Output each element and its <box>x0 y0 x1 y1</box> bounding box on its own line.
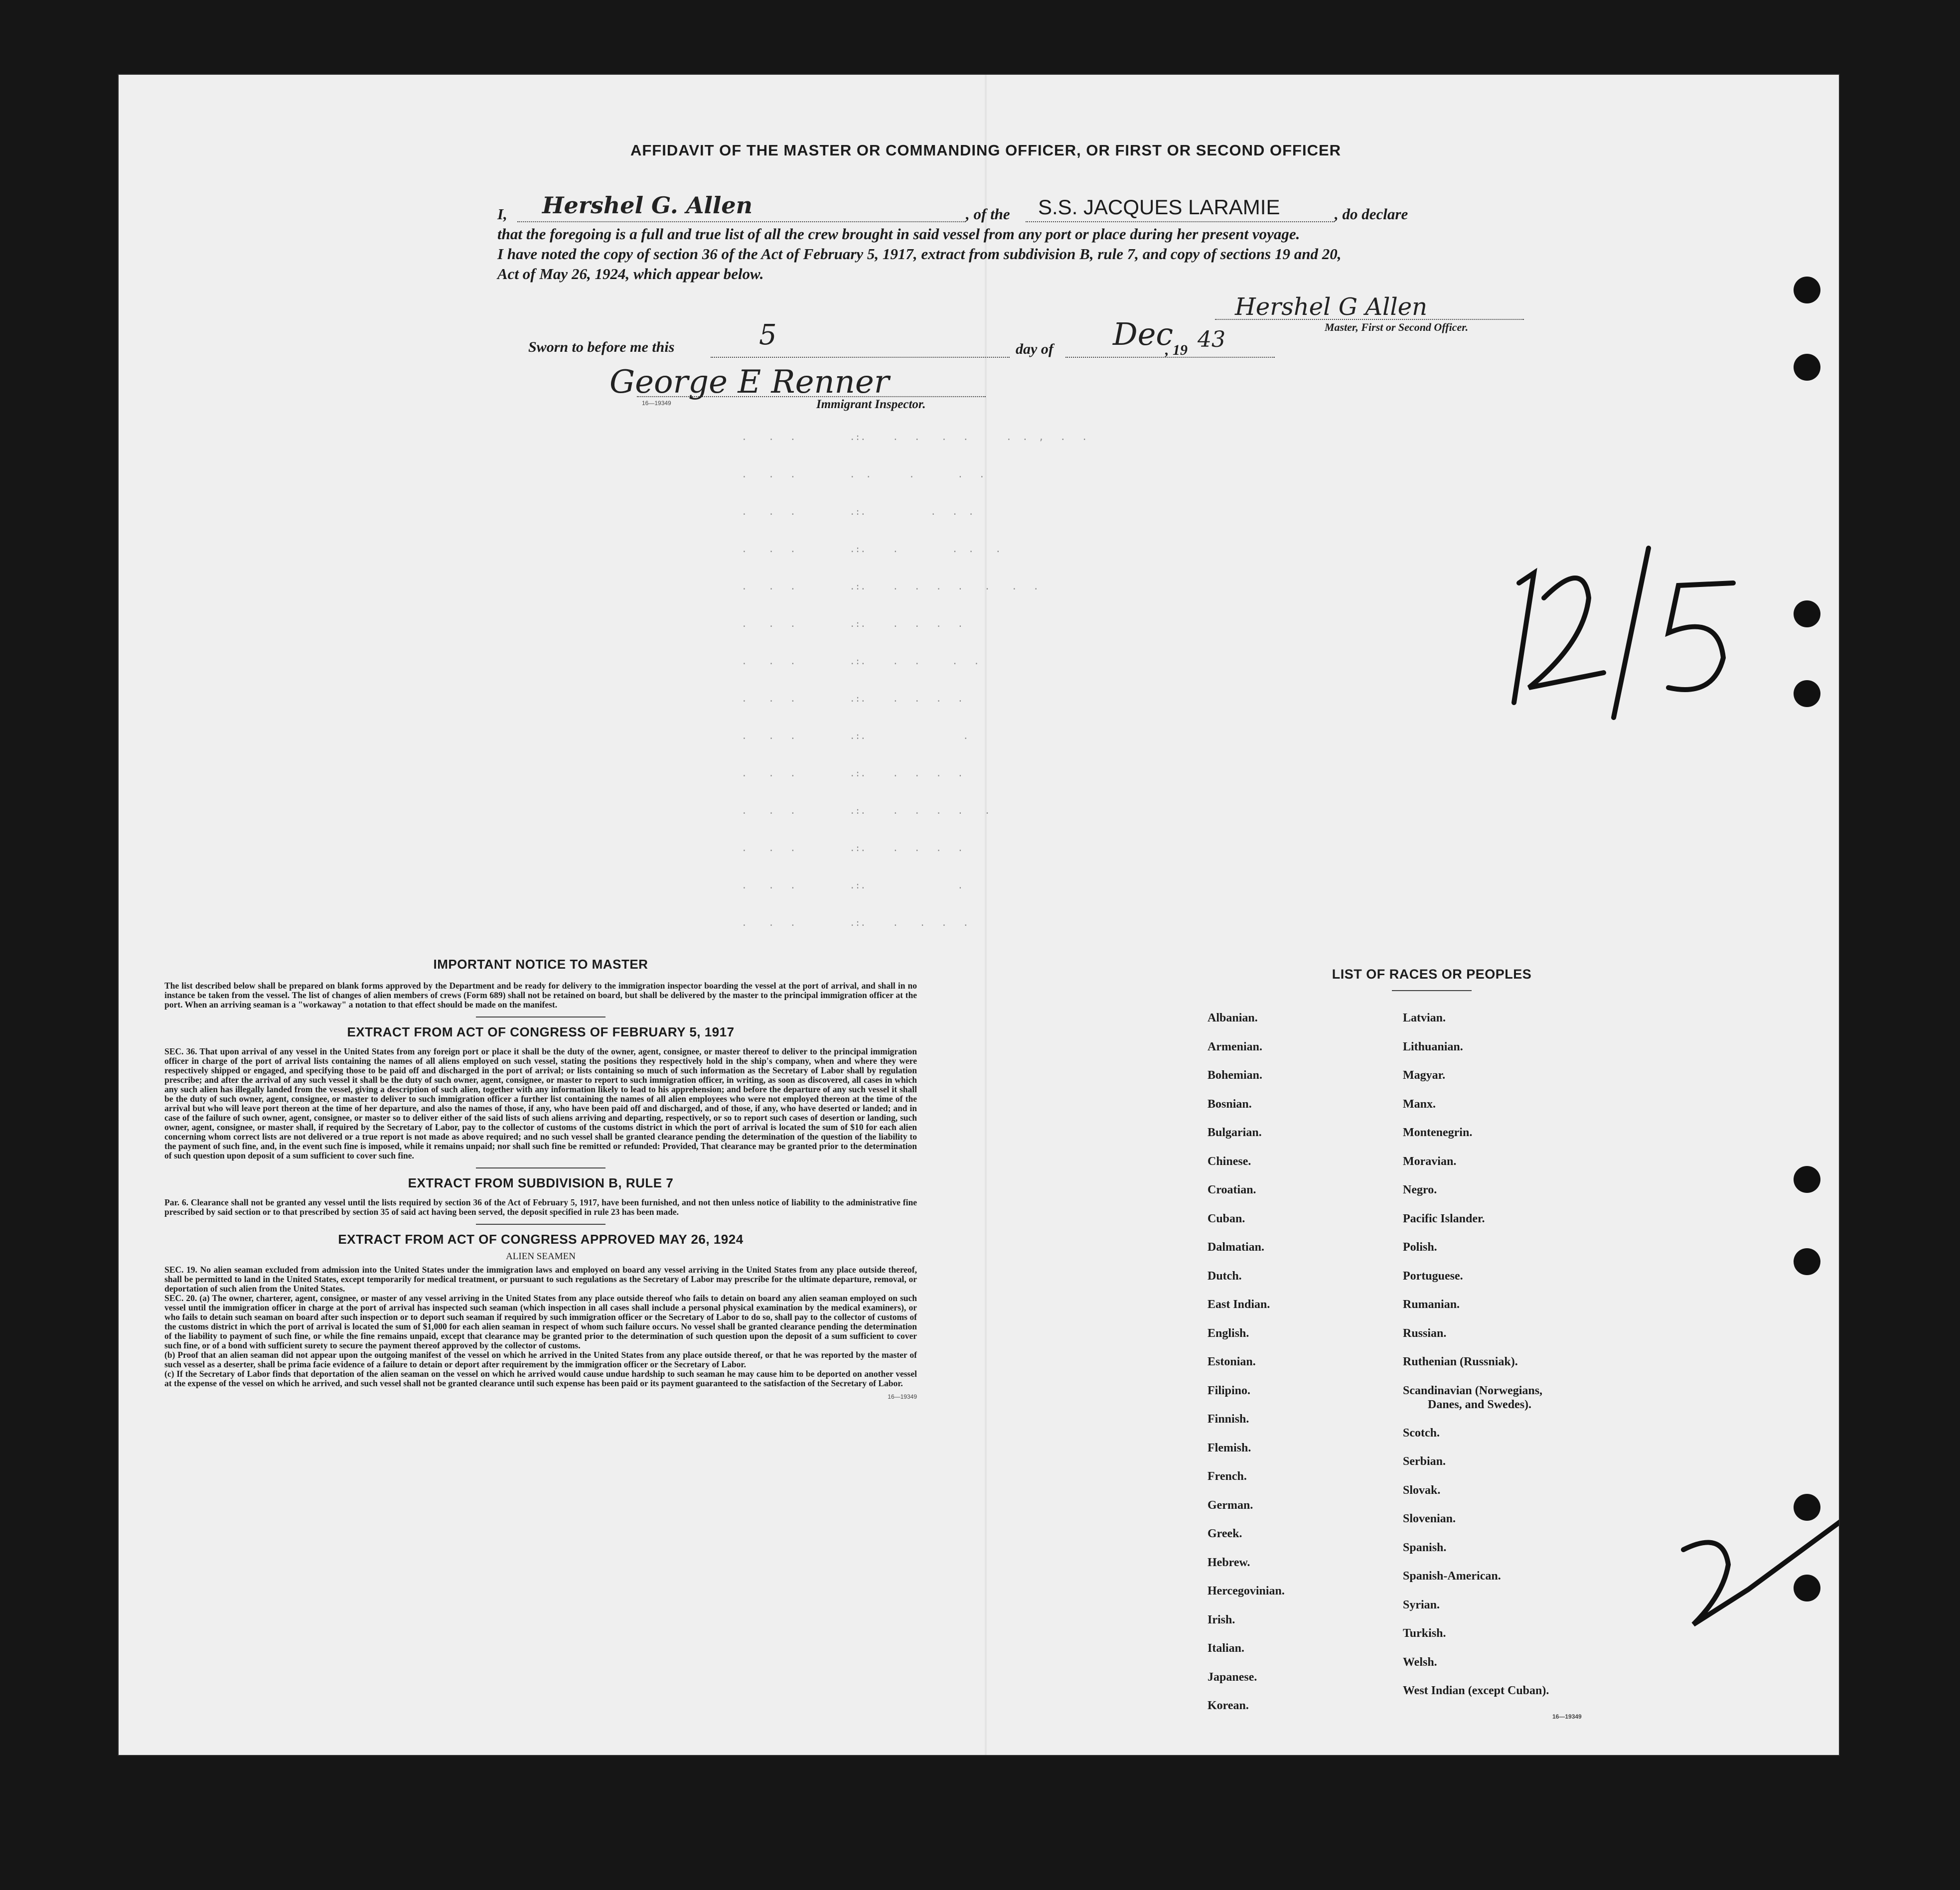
binder-hole <box>1794 680 1820 707</box>
race-item: Italian. <box>1207 1642 1245 1655</box>
of-the-label: , of the <box>966 205 1010 223</box>
race-item: German. <box>1207 1498 1253 1512</box>
race-item: Manx. <box>1403 1097 1436 1111</box>
race-item: Filipino. <box>1207 1384 1251 1397</box>
notice-text: The list described below shall be prepared on blank forms approved by the Department and be ready for delivery to the immigration inspector boarding the vessel at the port of arrival, and shall in no instance be taken from the vessel. The list of changes of alien members of crews (Form 689) shall not be retained on board, but shall be delivered by the master to the principal immigration officer at the port. When an arriving seaman is a "workaway" a notation to that effect should be made on the manifest. <box>164 981 917 1010</box>
notice-section <box>164 957 917 1400</box>
race-item: Armenian. <box>1207 1040 1262 1053</box>
race-item: Dalmatian. <box>1207 1241 1264 1254</box>
notice-title: IMPORTANT NOTICE TO MASTER <box>433 957 648 972</box>
race-item: Lithuanian. <box>1403 1040 1463 1053</box>
extract-rule7-text: Par. 6. Clearance shall not be granted any vessel until the lists required by section 36 of the Act of February 5, 1917, have been furnished, and not then unless notice of liability to the administrative fine prescribed by said section or to that prescribed by section 35 of said act having been served, the deposit specified in rule 23 has been made. <box>164 1197 917 1217</box>
sec19-text: SEC. 19. No alien seaman excluded from admission into the United States under the immigration laws and employed on board any vessel arriving in the United States from any place outside thereof, shall be permitted to land in the United States, except temporarily for medical treatment, or pursuant to such regulations as the Secretary of Labor may prescribe for the ultimate departure, removal, or deportation of such alien from the United States. <box>164 1265 917 1294</box>
races-left-column <box>1207 1012 1285 1728</box>
form-number: 16—19349 <box>642 400 671 407</box>
extract-1917-title: EXTRACT FROM ACT OF CONGRESS OF FEBRUARY 5, 1917 <box>347 1024 735 1039</box>
sworn-label: Sworn to before me this <box>528 339 675 355</box>
inspector-signature: George E Renner <box>609 364 890 401</box>
day-of-label: day of <box>1016 341 1054 357</box>
race-item: West Indian (except Cuban). <box>1403 1684 1549 1697</box>
vessel-name: S.S. JACQUES LARAMIE <box>1038 195 1280 219</box>
binder-hole <box>1794 600 1820 627</box>
race-item: Bulgarian. <box>1207 1126 1262 1139</box>
race-item: Bohemian. <box>1207 1069 1263 1082</box>
race-item: Estonian. <box>1207 1355 1256 1368</box>
sec20b-text: (b) Proof that an alien seaman did not appear upon the outgoing manifest of the vessel on which he arrived in the United States from any place outside thereof, or that he was reported by the master of such vessel as a deserter, shall be prima facie evidence of a failure to detain or deport after requirement by the immigration officer or the Secretary of Labor. <box>164 1350 917 1369</box>
race-item: Portuguese. <box>1403 1269 1463 1283</box>
extract-1924-title: EXTRACT FROM ACT OF CONGRESS APPROVED MAY 26, 1924 <box>338 1232 744 1247</box>
binder-hole <box>1794 1248 1820 1275</box>
declaration-line-3: I have noted the copy of section 36 of the Act of February 5, 1917, extract from subdivision B, rule 7, and copy of sections 19 and 20, <box>497 245 1342 263</box>
divider <box>1392 990 1472 991</box>
race-item: Scotch. <box>1403 1426 1440 1440</box>
do-declare-label: , do declare <box>1335 205 1408 223</box>
race-item: Magyar. <box>1403 1069 1446 1082</box>
race-item: Pacific Islander. <box>1403 1212 1485 1225</box>
race-item: Slovak. <box>1403 1483 1441 1497</box>
inspector-label: Immigrant Inspector. <box>816 398 926 411</box>
declaration-line-4: Act of May 26, 1924, which appear below. <box>497 265 764 283</box>
sworn-month: Dec <box>1113 316 1174 352</box>
race-item: Scandinavian (Norwegians, <box>1403 1384 1543 1397</box>
binder-hole <box>1794 354 1820 381</box>
race-item: Ruthenian (Russniak). <box>1403 1355 1518 1368</box>
race-item: Chinese. <box>1207 1155 1251 1168</box>
affidavit-title: AFFIDAVIT OF THE MASTER OR COMMANDING OFFICER, OR FIRST OR SECOND OFFICER <box>630 142 1342 159</box>
race-item: Finnish. <box>1207 1413 1249 1426</box>
sec20a-text: SEC. 20. (a) The owner, charterer, agent, consignee, or master of any vessel arriving in the United States from any place outside thereof who fails to detain on board any alien seaman employed on such vessel until the immigration officer in charge at the port of arrival has inspected such seaman (which inspection in all cases shall include a personal physical examination by the medical examiners), or who fails to detain such seaman on board after such inspection or to deport such seaman if required by such immigration officer or the Secretary of Labor to do so, shall pay to the collector of customs of the customs district in which the port of arrival is located the sum of $1,000 for each alien seaman in respect of whom such failure occurs. No vessel shall be granted clearance pending the determination of the liability to payment of such fine, or while the fine remains unpaid, except that clearance may be granted prior to the determination of such question upon the deposit of a sum sufficient to cover such fine, or of a bond with sufficient surety to secure the payment thereof approved by the collector of customs. <box>164 1293 917 1350</box>
race-item: Cuban. <box>1207 1212 1245 1225</box>
race-item: Negro. <box>1403 1183 1437 1196</box>
race-item: Moravian. <box>1403 1155 1457 1168</box>
race-item: Rumanian. <box>1403 1298 1460 1311</box>
race-item: Hercegovinian. <box>1207 1585 1285 1598</box>
sworn-day: 5 <box>759 319 777 351</box>
race-item: Welsh. <box>1403 1655 1437 1669</box>
race-item: Polish. <box>1403 1241 1437 1254</box>
declaration-line-2: that the foregoing is a full and true list of all the crew brought in said vessel from any port or place during her present voyage. <box>497 225 1300 243</box>
races-title: LIST OF RACES OR PEOPLES <box>1332 967 1532 982</box>
race-item: Croatian. <box>1207 1183 1256 1196</box>
race-item: Hebrew. <box>1207 1556 1250 1569</box>
races-right-column <box>1403 1012 1582 1720</box>
race-item: Dutch. <box>1207 1269 1242 1283</box>
race-item: Serbian. <box>1403 1455 1446 1468</box>
divider <box>476 1224 605 1225</box>
handwritten-number <box>1499 538 1748 737</box>
master-title-label: Master, First or Second Officer. <box>1325 321 1469 333</box>
alien-seamen-subtitle: ALIEN SEAMEN <box>506 1251 576 1262</box>
race-item: French. <box>1207 1470 1247 1483</box>
race-item: Danes, and Swedes). <box>1428 1398 1532 1411</box>
extract-rule7-title: EXTRACT FROM SUBDIVISION B, RULE 7 <box>408 1175 674 1190</box>
race-item: Latvian. <box>1403 1012 1446 1024</box>
race-item: Flemish. <box>1207 1441 1251 1454</box>
race-item: Albanian. <box>1207 1012 1258 1024</box>
binder-hole <box>1794 1166 1820 1193</box>
year-prefix: , 19 <box>1165 342 1188 358</box>
sworn-year: 43 <box>1198 327 1225 352</box>
form-number: 16—19349 <box>888 1393 917 1400</box>
race-item: Spanish-American. <box>1403 1570 1501 1583</box>
race-item: Russian. <box>1403 1326 1447 1340</box>
binder-hole <box>1794 277 1820 303</box>
race-item: Montenegrin. <box>1403 1126 1473 1139</box>
race-item: Greek. <box>1207 1527 1242 1540</box>
i-label: I, <box>497 205 507 223</box>
extract-1917-text: SEC. 36. That upon arrival of any vessel in the United States from any foreign port or place it shall be the duty of the owner, agent, consignee, or master thereof to deliver to the principal immigration officer in charge of the port of arrival lists containing the names of all aliens employed on such vessel, stating the positions they respectively hold in the ship's company, when and where they were respectively shipped or engaged, and specifying those to be paid off and discharged in the port of arrival; or lists containing so much of such information as the Secretary of Labor shall by regulation prescribe; and after the arrival of any such vessel it shall be the duty of such owner, agent, consignee, or master to report to such immigration officer, in writing, as soon as discovered, all cases in which any such alien has illegally landed from the vessel, giving a description of such alien, together with any information likely to lead to his apprehension; and before the departure of any such vessel it shall be the duty of such owner, agent, consignee, or master to deliver to such immigration officer a further list containing the names of all alien employees who were not employed thereon at the time of the arrival but who will leave port thereon at the time of her departure, and also the names of those, if any, who have been paid off and discharged, and of those, if any, who have deserted or landed; and in case of the failure of such owner, agent, consignee, or master so to deliver either of the said lists of such aliens arriving and departing, respectively, or so to report such cases of desertion or landing, such owner, agent, consignee, or master shall, if required by the Secretary of Labor, pay to the collector of customs of the customs district in which the port of arrival is located the sum of $10 for each alien concerning whom correct lists are not delivered or a true report is not made as above required; and no such vessel shall be granted clearance pending the determination of the question of the liability to the payment of such fine, and, in the event such fine is imposed, while it remains unpaid; nor shall such fine be remitted or refunded: Provided, That clearance may be granted prior to the determination of such question upon deposit of a sum sufficient to cover such fine. <box>164 1046 917 1161</box>
handwritten-corner-mark <box>1678 1510 1839 1649</box>
race-item: Irish. <box>1207 1613 1235 1626</box>
race-item: Syrian. <box>1403 1598 1440 1611</box>
declaration-line-1 <box>497 192 1469 224</box>
bleed-through-marks: . . . .:. . . . . . . , . . . . . . . . . . . . . .:. . . . . . . .:. . . . . . . . .:. . . . . . . . . . . .:. . . . . . . . .:. . . . . . . . .:. . . . . . . . .:. . . . . .:. . . . . . . . .:. . . . . . . . . .:. . . . . . . . .:. . . . . .:. . . . . <box>742 432 1087 928</box>
form-number: 16—19349 <box>1552 1713 1582 1720</box>
master-signature: Hershel G Allen <box>1235 293 1428 321</box>
master-name-handwritten: Hershel G. Allen <box>542 192 753 219</box>
document-page <box>119 75 1839 1755</box>
race-item: East Indian. <box>1207 1298 1270 1311</box>
divider <box>476 1017 605 1018</box>
race-item: Spanish. <box>1403 1541 1447 1554</box>
race-item: Korean. <box>1207 1699 1249 1712</box>
race-item: Bosnian. <box>1207 1097 1252 1111</box>
races-list <box>1207 967 1656 1720</box>
race-item: Turkish. <box>1403 1627 1446 1640</box>
divider <box>476 1167 605 1168</box>
race-item: English. <box>1207 1326 1249 1340</box>
race-item: Slovenian. <box>1403 1512 1456 1525</box>
declaration <box>497 192 1469 284</box>
race-item: Japanese. <box>1207 1670 1257 1684</box>
sec20c-text: (c) If the Secretary of Labor finds that deportation of the alien seaman on the vessel on which he arrived would cause undue hardship to such seaman he may cause him to be deported on another vessel at the expense of the vessel on which he arrived, and such vessel shall not be granted clearance until such expense has been paid or its payment guaranteed to the satisfaction of the Secretary of Labor. <box>164 1369 917 1388</box>
